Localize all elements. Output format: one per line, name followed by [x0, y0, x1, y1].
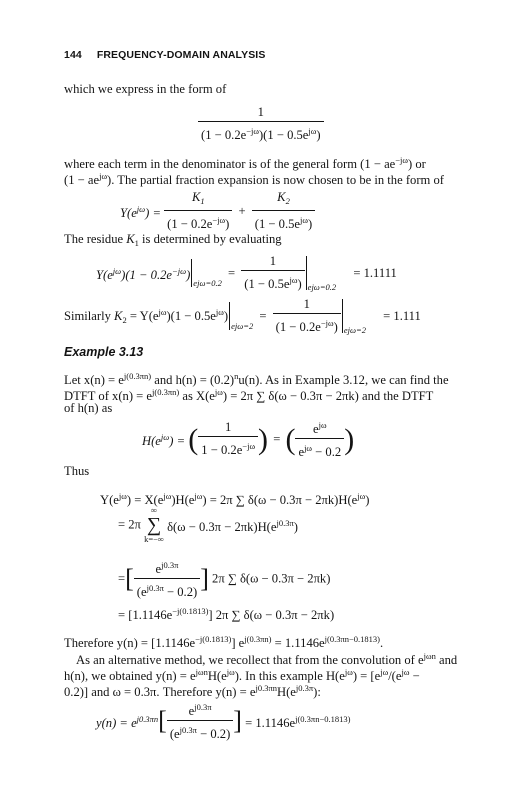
equation-y-line3: =[ $\frac{e^{j0.3\pi}}{(e^{j0.3\pi} - 0.2)}$ ] 2π ∑ δ(ω − 0.3π − 2πk)	[118, 560, 331, 599]
equation-1-fraction: $\frac{1}{(1 - 0.2e^{-j\omega})(1 - 0.5e^{j\omega})}$	[198, 105, 324, 143]
paragraph-alternative-line2: h(n), we obtained $y(n) = e^{j\omega n}H(e^{j\omega})$. In this example $H(e^{j\omega}) = [e^{j\omega}/(e^{j\omega}$ −	[64, 667, 420, 683]
paragraph-example-line2: DTFT of $x(n) = e^{j(0.3\pi n)}$ as $X(e^{j\omega}) = 2\pi$ ∑ δ(ω − 0.3π − 2πk) and the DTFT	[64, 387, 434, 403]
equation-h-dtft: $H(e^{j\omega})$ = ( $\frac{1}{1 - 0.2e^{-j\omega}}$ ) = ( $\frac{e^{j\omega}}{e^{j\omega} - 0.2}$ )	[142, 420, 355, 459]
equation-residue-k2: Similarly $K_2 = Y(e^{j\omega})(1 - 0.5e^{j\omega})_{ej\omega=2}$ = $\frac{1}{(1 - 0.2e^{-j\omega})}$ $_{ej\omega=2}$ = 1.111	[64, 297, 421, 335]
word-thus: Thus	[64, 464, 90, 478]
equation-1	[198, 105, 324, 143]
paragraph-alternative-line3: 0.2)] and ω = 0.3π. Therefore $y(n) = e^{j0.3\pi n}H(e^{j0.3\pi})$:	[64, 683, 321, 699]
equation-y-line1: $Y(e^{j\omega}) = X(e^{j\omega})H(e^{j\omega}) = 2\pi$ ∑ $\delta(\omega - 0.3\pi - 2\pi k)H(e^{j\omega})$	[100, 491, 370, 507]
page-number: 144	[64, 49, 82, 61]
equation-y-line4: = $[1.1146e^{-j(0.1813)}]$ 2π ∑ δ(ω − 0.3π − 2πk)	[118, 606, 335, 622]
paragraph-example-line3: of h(n) as	[64, 401, 113, 415]
paragraph-therefore: Therefore $y(n) = [1.1146e^{-j(0.1813)}] e^{j(0.3\pi n)} = 1.1146e^{j(0.3\pi n-0.1813)}$.	[64, 634, 384, 650]
paragraph-example-line1: Let $x(n) = e^{j(0.3\pi n)}$ and $h(n) = (0.2)^nu(n)$. As in Example 3.12, we can find the	[64, 371, 449, 387]
running-header	[64, 49, 265, 61]
example-title: Example 3.13	[64, 345, 144, 359]
paragraph-alternative-line1: As an alternative method, we recollect that from the convolution of $e^{j\omega n}$ and	[76, 651, 458, 667]
paragraph-general-form-line1: where each term in the denominator is of the general form $(1 - ae^{-j\omega})$ or	[64, 155, 426, 171]
running-title: FREQUENCY-DOMAIN ANALYSIS	[96, 49, 266, 61]
equation-residue-k1: $Y(e^{j\omega})(1 - 0.2e^{-j\omega})_{ej\omega=0.2}$ = $\frac{1}{(1 - 0.5e^{j\omega})}$ $_{ej\omega=0.2}$ = 1.1111	[96, 254, 397, 292]
equation-partial-fraction: $Y(e^{j\omega})$ = $\frac{K_1}{(1 - 0.2e^{-j\omega})}$ + $\frac{K_2}{(1 - 0.5e^{j\omega})}$	[120, 190, 315, 232]
paragraph-residue: The residue $K_1$ is determined by evaluating	[64, 232, 282, 248]
paragraph-general-form-line2: $(1 - ae^{j\omega})$. The partial fraction expansion is now chosen to be in the form of	[64, 171, 444, 187]
paragraph-intro: which we express in the form of	[64, 82, 227, 96]
equation-y-line2: = 2π ∞ ∑ k=−∞ $\delta(\omega - 0.3\pi - 2\pi k)H(e^{j0.3\pi})$	[118, 505, 298, 544]
equation-y-final: $y(n) = e^{j0.3\pi n}$[ $\frac{e^{j0.3\pi}}{(e^{j0.3\pi} - 0.2)}$ ] = $1.1146e^{j(0.3\pi n-0.1813)}$	[96, 702, 351, 741]
